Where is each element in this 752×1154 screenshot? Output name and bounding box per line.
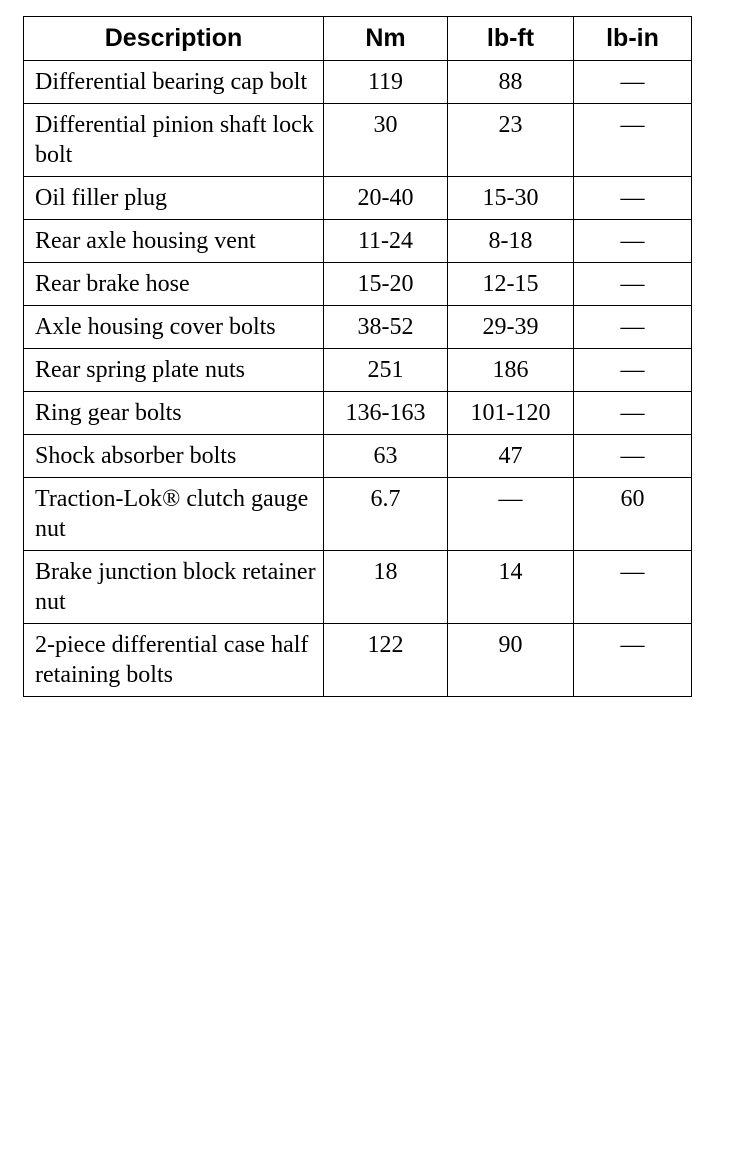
cell-lb-ft: 23 [448,104,574,177]
cell-description: Rear brake hose [24,263,324,306]
table-row [24,392,692,435]
cell-lb-in: — [574,263,692,306]
cell-nm: 63 [324,435,448,478]
cell-nm: 11-24 [324,220,448,263]
cell-lb-in: — [574,104,692,177]
cell-lb-in: — [574,392,692,435]
header-description: Description [24,17,324,61]
cell-nm: 251 [324,349,448,392]
cell-lb-ft: 90 [448,624,574,697]
cell-nm: 136-163 [324,392,448,435]
cell-lb-in: — [574,435,692,478]
table-row [24,104,692,177]
cell-description: Differential pinion shaft lock bolt [24,104,324,177]
cell-lb-in: — [574,624,692,697]
cell-lb-in: — [574,61,692,104]
cell-lb-in: 60 [574,478,692,551]
cell-description: Axle housing cover bolts [24,306,324,349]
cell-description: Ring gear bolts [24,392,324,435]
cell-lb-ft: 186 [448,349,574,392]
table-row [24,61,692,104]
header-lb-ft: lb-ft [448,17,574,61]
cell-nm: 119 [324,61,448,104]
cell-lb-ft: 47 [448,435,574,478]
cell-description: Brake junction block retainer nut [24,551,324,624]
cell-description: Rear axle housing vent [24,220,324,263]
cell-lb-ft: 8-18 [448,220,574,263]
cell-lb-in: — [574,306,692,349]
cell-description: Traction-Lok® clutch gauge nut [24,478,324,551]
cell-lb-in: — [574,177,692,220]
cell-lb-ft: 15-30 [448,177,574,220]
cell-description: Shock absorber bolts [24,435,324,478]
table-row [24,177,692,220]
table-row [24,306,692,349]
cell-nm: 20-40 [324,177,448,220]
cell-description: Differential bearing cap bolt [24,61,324,104]
cell-nm: 6.7 [324,478,448,551]
header-nm: Nm [324,17,448,61]
table-row [24,220,692,263]
cell-lb-ft: 14 [448,551,574,624]
cell-lb-ft: 88 [448,61,574,104]
cell-lb-ft: 101-120 [448,392,574,435]
torque-spec-table [23,16,692,697]
cell-lb-ft: 12-15 [448,263,574,306]
cell-description: 2-piece differential case half retaining bolts [24,624,324,697]
cell-lb-ft: — [448,478,574,551]
cell-lb-ft: 29-39 [448,306,574,349]
cell-nm: 38-52 [324,306,448,349]
table-row [24,263,692,306]
cell-lb-in: — [574,349,692,392]
cell-nm: 30 [324,104,448,177]
table-row [24,624,692,697]
cell-nm: 15-20 [324,263,448,306]
cell-description: Oil filler plug [24,177,324,220]
header-row [24,17,692,61]
table-row [24,435,692,478]
table-row [24,478,692,551]
cell-nm: 122 [324,624,448,697]
table-row [24,551,692,624]
cell-lb-in: — [574,551,692,624]
table-row [24,349,692,392]
cell-description: Rear spring plate nuts [24,349,324,392]
cell-nm: 18 [324,551,448,624]
cell-lb-in: — [574,220,692,263]
header-lb-in: lb-in [574,17,692,61]
